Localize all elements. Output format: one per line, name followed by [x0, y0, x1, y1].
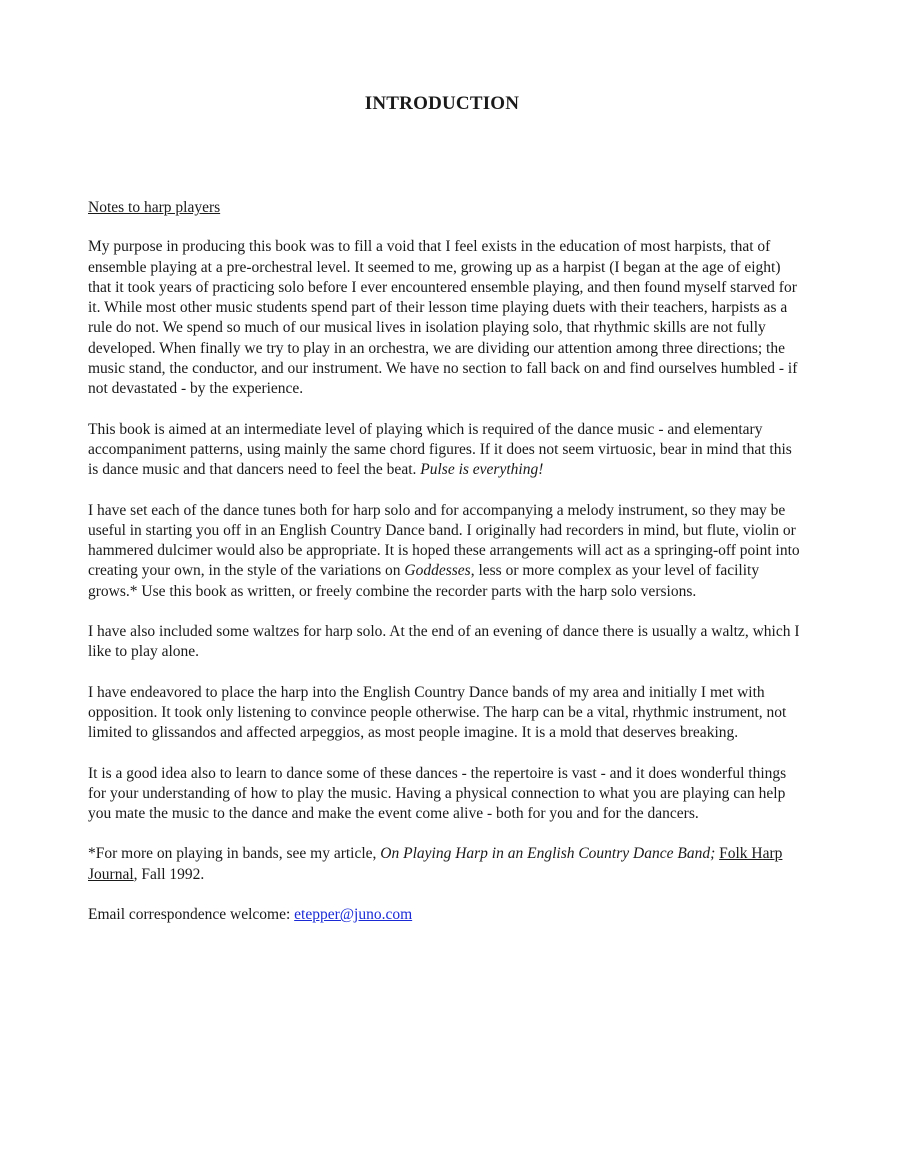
- paragraph-dance: It is a good idea also to learn to dance some of these dances - the repertoire is vast - and it does wonderful things for your understanding of how to play the music. Having a physical connection to what you are playing can help you mate the music to the dance and make the event come alive - both for you and for the dancers.: [88, 764, 787, 823]
- footnote-date: , Fall 1992.: [133, 865, 205, 883]
- email-link[interactable]: etepper@juno.com: [294, 906, 413, 924]
- pulse-emphasis: Pulse is everything!: [420, 461, 544, 479]
- arrangements-text-end: , less or more complex as your level of facility grows.* Use this book as written, or freely combine the recorder parts with the harp solo versions.: [88, 562, 760, 600]
- email-label: Email correspondence welcome:: [88, 906, 295, 924]
- paragraph-level-text: This book is aimed at an intermediate level of playing which is required of the dance music - and elementary accompaniment patterns, using mainly the same chord figures. If it does not seem virtuosic, bear in mind that this is dance music and that dancers need to feel the beat.: [88, 420, 792, 479]
- arrangements-text-start: I have set each of the dance tunes both for harp solo and for accompanying a melody instrument, so they may be useful in starting you off in an English Country Dance band. I originally had recorders in mind, but flute, violin or hammered dulcimer would also be appropriate. It is hoped these arrangements will act as a springing-off point into creating your own, in the style of the variations on: [88, 501, 800, 580]
- article-title: On Playing Harp in an English Country Dance Band;: [380, 845, 716, 863]
- paragraph-bands: I have endeavored to place the harp into the English Country Dance bands of my area and initially I met with opposition. It took only listening to convince people otherwise. The harp can be a vital, rhythmic instrument, not limited to glissandos and affected arpeggios, as most people imagine. It is a mold that deserves breaking.: [88, 683, 787, 742]
- email-line: [88, 905, 800, 925]
- paragraph-arrangements: [88, 501, 800, 602]
- document-body: [88, 198, 800, 945]
- page-title: INTRODUCTION: [364, 93, 520, 114]
- journal-title: Folk Harp Journal: [88, 845, 783, 883]
- footnote: [88, 844, 800, 885]
- paragraph-waltzes: I have also included some waltzes for harp solo. At the end of an evening of dance there is usually a waltz, which I like to play alone.: [88, 623, 800, 661]
- paragraph-purpose: My purpose in producing this book was to fill a void that I feel exists in the education of most harpists, that of ensemble playing at a pre-orchestral level. It seemed to me, growing up as a harpist (I began at the age of eight) that it took years of practicing solo before I ever encountered ensemble playing, and then found myself starved for it. While most other music students spend part of their lesson time playing duets with their teachers, harpists as a rule do not. We spend so much of our musical lives in isolation playing solo, that rhythmic skills are not fully developed. When finally we try to play in an orchestra, we are dividing our attention among three directions; the music stand, the conductor, and our instrument. We have no section to fall back on and find ourselves humbled - if not devastated - by the experience.: [88, 238, 798, 398]
- paragraph-level: [88, 420, 800, 481]
- footnote-text: *For more on playing in bands, see my article,: [88, 845, 381, 863]
- section-heading: Notes to harp players: [88, 199, 221, 216]
- goddesses-title: Goddesses: [404, 562, 471, 580]
